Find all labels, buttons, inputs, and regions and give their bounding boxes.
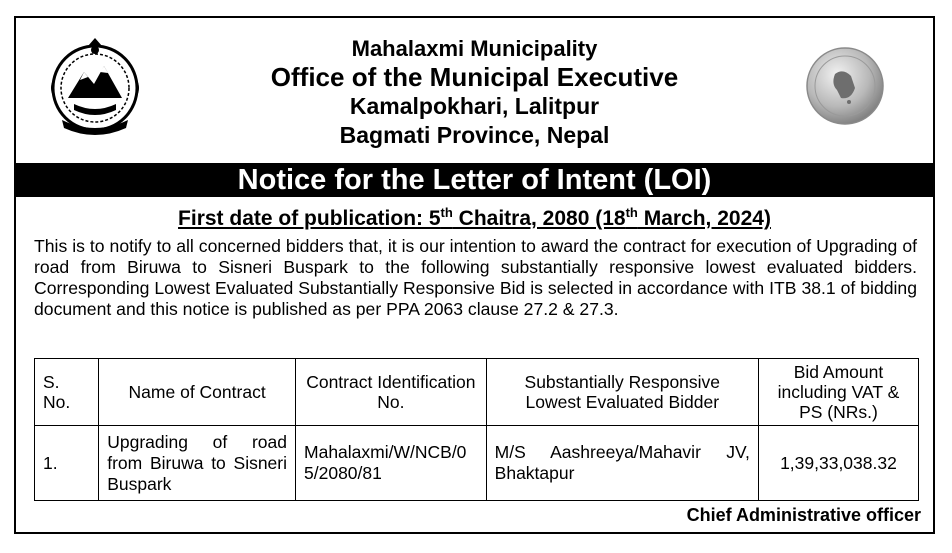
signature: Chief Administrative officer (686, 505, 921, 525)
office-name: Office of the Municipal Executive (270, 62, 679, 92)
publication-date: First date of publication: 5th Chaitra, 2080 (18th March, 2024) (178, 205, 771, 230)
municipality-logo-icon (805, 46, 885, 126)
table-row (35, 426, 919, 501)
header-contract-name: Name of Contract (99, 359, 296, 426)
notice-body: This is to notify to all concerned bidders that, it is our intention to award the contract for execution of Upgrading of road from Biruwa to Sisneri Buspark to the following substantially responsive lowest evaluated bidders. Corresponding Lowest Evaluated Substantially Responsive Bid is selected in accordance with ITB 38.1 of bidding document and this notice is published as per PPA 2063 clause 27.2 & 27.3. (34, 236, 917, 319)
row-bidder: M/S Aashreeya/Mahavir JV, Bhaktapur (486, 426, 758, 501)
row-contract-name: Upgrading of road from Biruwa to Sisneri Buspark (99, 426, 296, 501)
header-contract-id: Contract Identification No. (296, 359, 487, 426)
row-bid-amount: 1,39,33,038.32 (758, 426, 918, 501)
row-contract-id: Mahalaxmi/W/NCB/05/2080/81 (296, 426, 487, 501)
address-line: Kamalpokhari, Lalitpur (349, 93, 600, 119)
province-line: Bagmati Province, Nepal (339, 122, 610, 148)
notice-title: Notice for the Letter of Intent (LOI) (16, 163, 933, 197)
header-bid-amount: Bid Amount including VAT & PS (NRs.) (758, 359, 918, 426)
header-sn: S. No. (35, 359, 99, 426)
notice-frame (14, 16, 935, 534)
bidder-table (34, 358, 919, 501)
row-sn: 1. (35, 426, 99, 501)
header-bidder: Substantially Responsive Lowest Evaluated Bidder (486, 359, 758, 426)
table-header-row (35, 359, 919, 426)
header-text (16, 34, 933, 150)
notice-header (16, 18, 933, 158)
municipality-name: Mahalaxmi Municipality (351, 36, 598, 61)
